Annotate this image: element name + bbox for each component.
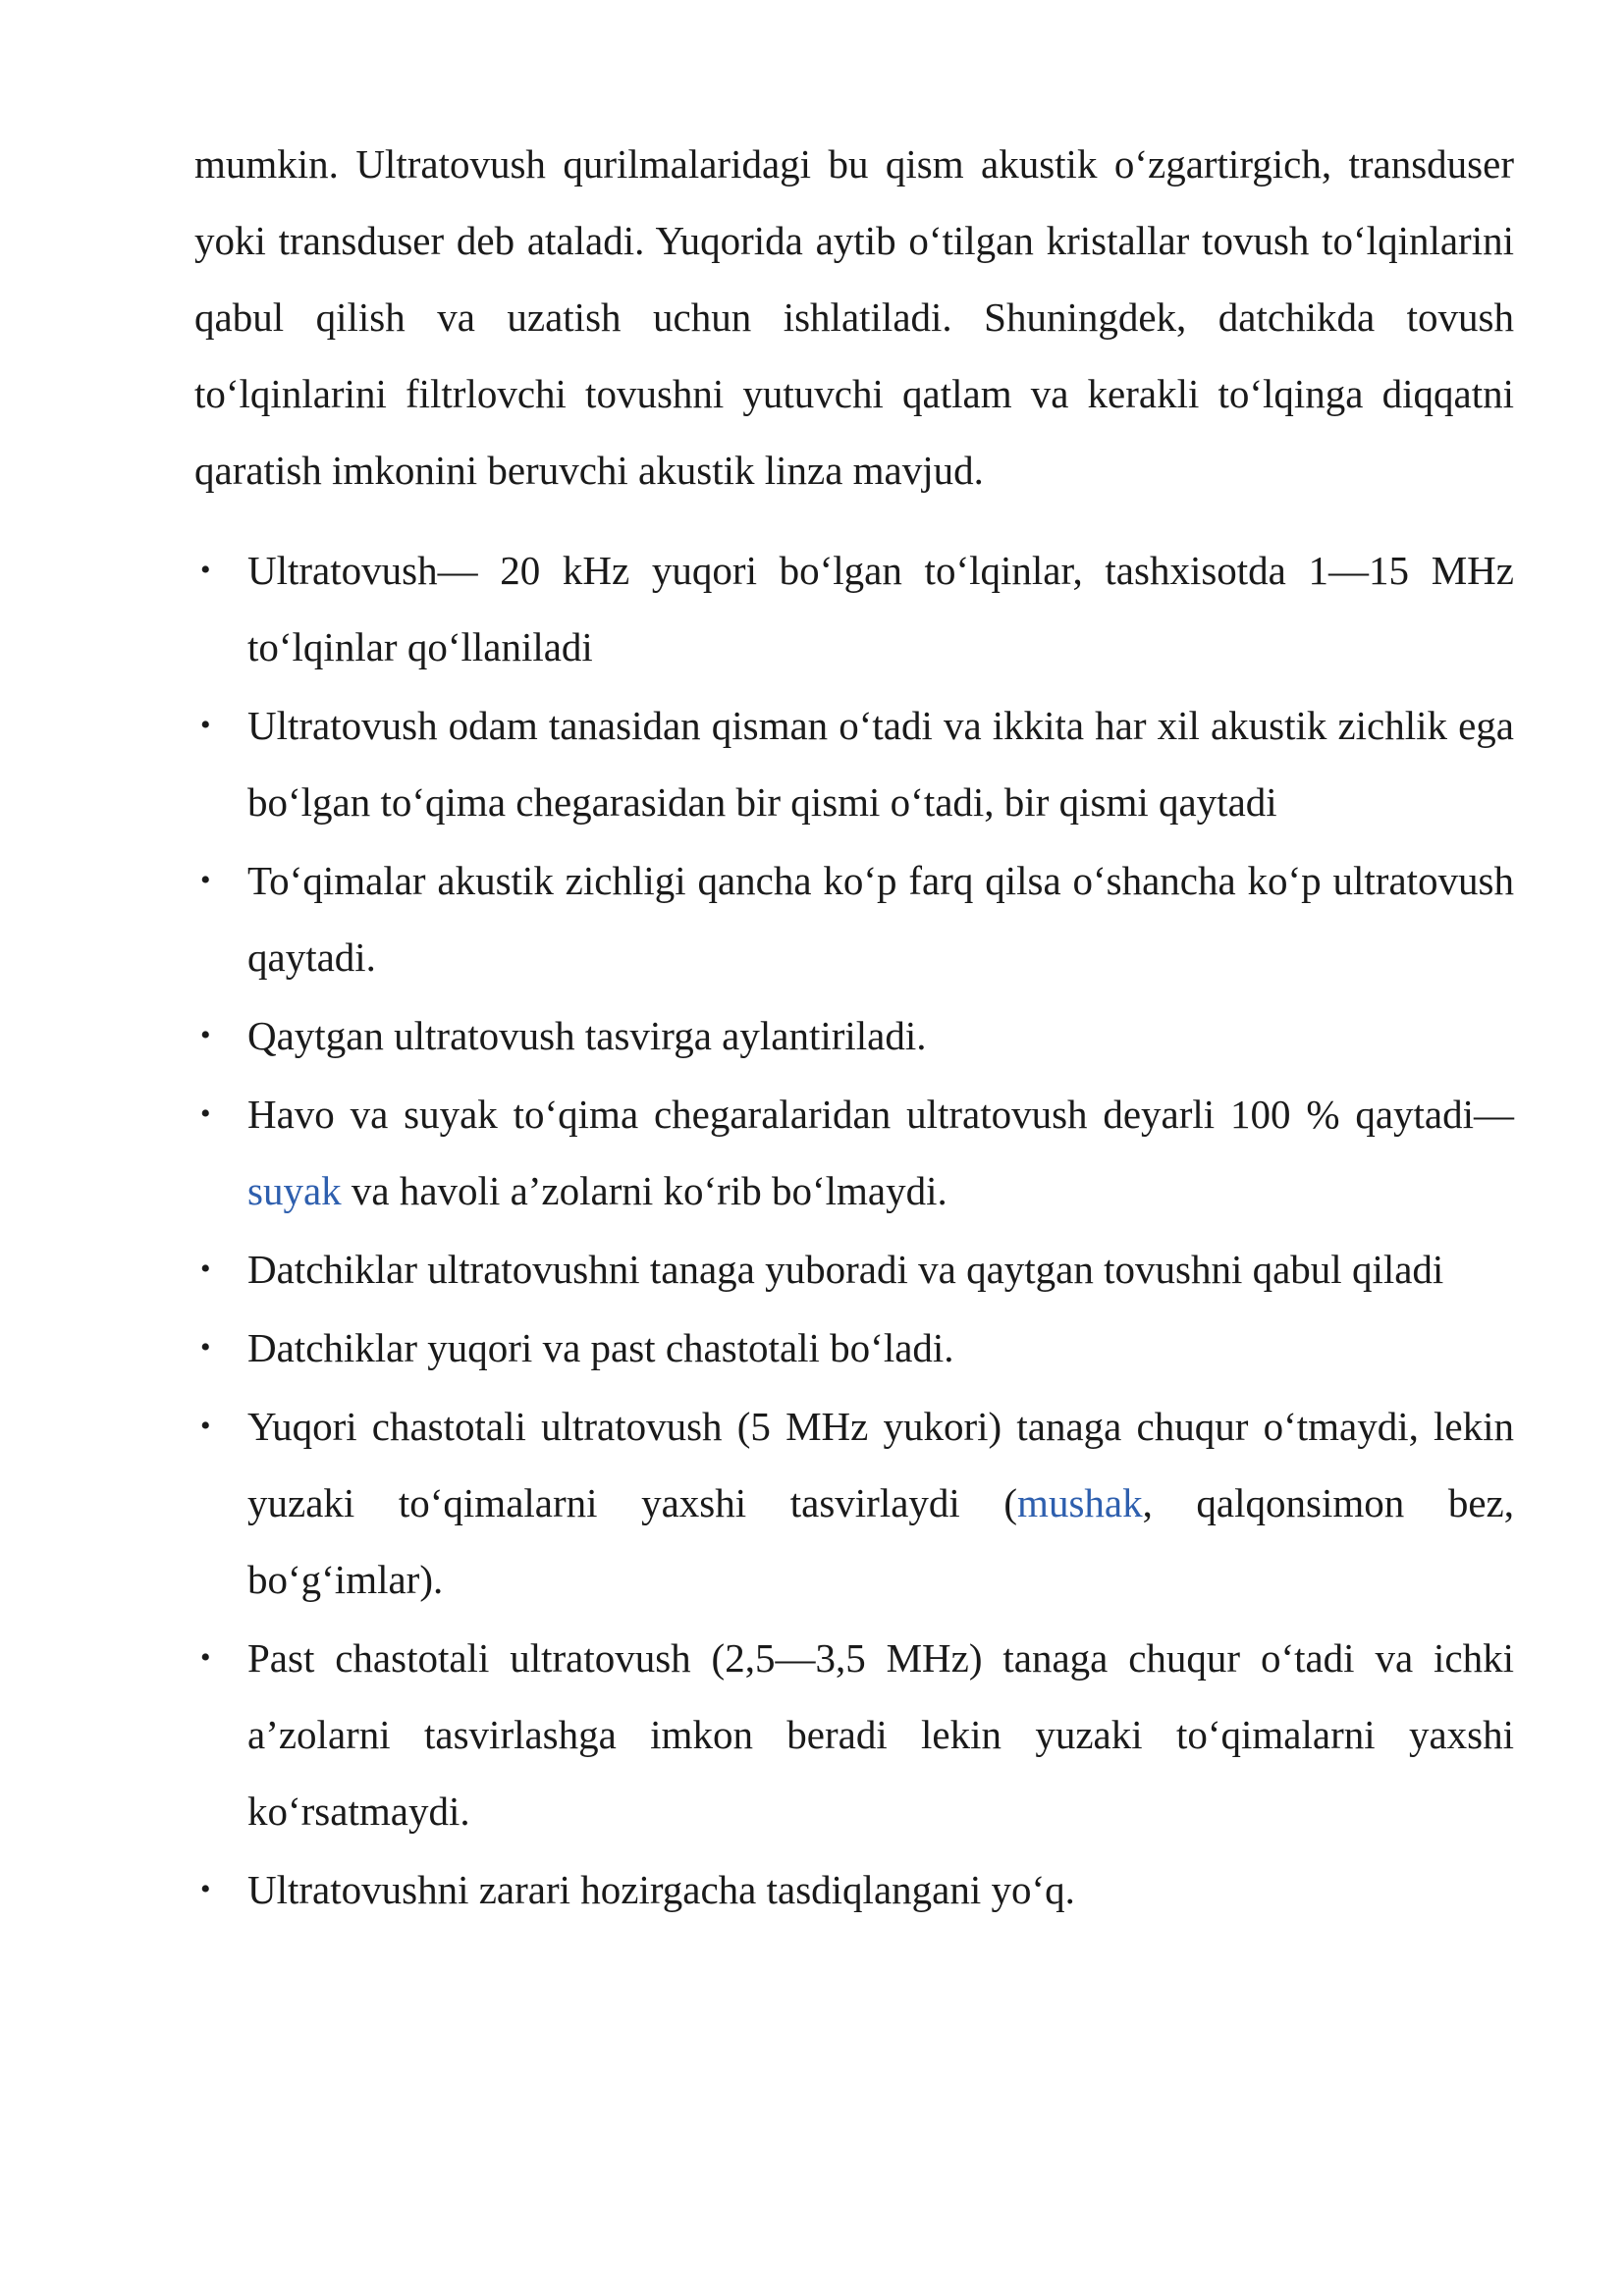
link-suyak[interactable]: suyak: [247, 1168, 342, 1213]
list-item-text: Datchiklar ultratovushni tanaga yuboradi va qaytgan tovushni qabul qiladi: [247, 1247, 1444, 1292]
list-item-text: To‘qimalar akustik zichligi qancha ko‘p farq qilsa o‘shancha ko‘p ultratovush qaytadi.: [247, 858, 1514, 980]
list-item-text-after: va havoli a’zolarni ko‘rib bo‘lmaydi.: [341, 1168, 947, 1213]
list-item-text: Ultratovushni zarari hozirgacha tasdiqlangani yo‘q.: [247, 1867, 1075, 1912]
link-mushak[interactable]: mushak: [1017, 1480, 1143, 1525]
bullet-icon: •: [200, 1331, 211, 1363]
intro-paragraph: mumkin. Ultratovush qurilmalaridagi bu qism akustik o‘zgartirgich, transduser yoki transduser deb ataladi. Yuqorida aytib o‘tilgan kristallar tovush to‘lqinlarini qabul qilish va uzatish uchun ishlatiladi. Shuningdek, datchikda tovush to‘lqinlarini filtrlovchi tovushni yutuvchi qatlam va kerakli to‘lqinga diqqatni qaratish imkonini beruvchi akustik linza mavjud.: [194, 141, 1514, 493]
list-item: [194, 1309, 1514, 1386]
list-item-text: Qaytgan ultratovush tasvirga aylantiriladi.: [247, 1013, 927, 1058]
bullet-icon: •: [200, 864, 211, 896]
bullet-icon: •: [200, 1641, 211, 1674]
bullet-icon: •: [200, 1410, 211, 1442]
list-item: [194, 842, 1514, 995]
list-item: [194, 997, 1514, 1074]
list-item: [194, 1076, 1514, 1229]
bullet-list: [194, 532, 1514, 1928]
list-item: [194, 1388, 1514, 1618]
bullet-icon: •: [200, 1873, 211, 1905]
list-item-text-before: Yuqori chastotali ultratovush (5 MHz yukori) tanaga chuqur o‘tmaydi, lekin yuzaki to‘qimalarni yaxshi tasvirlaydi (: [247, 1404, 1514, 1525]
list-item: [194, 532, 1514, 685]
list-item-text-before: Havo va suyak to‘qima chegaralaridan ultratovush deyarli 100 % qaytadi—: [247, 1092, 1514, 1137]
list-item: [194, 1851, 1514, 1928]
list-item-text-after: , qalqonsimon bez, bo‘g‘imlar).: [247, 1480, 1514, 1602]
bullet-icon: •: [200, 1253, 211, 1285]
list-item-text: Datchiklar yuqori va past chastotali bo‘ladi.: [247, 1325, 954, 1370]
bullet-icon: •: [200, 1019, 211, 1051]
list-item-text: Ultratovush odam tanasidan qisman o‘tadi va ikkita har xil akustik zichlik ega bo‘lgan to‘qima chegarasidan bir qismi o‘tadi, bir qismi qaytadi: [247, 703, 1514, 825]
bullet-icon: •: [200, 1097, 211, 1130]
list-item-text: Past chastotali ultratovush (2,5—3,5 MHz) tanaga chuqur o‘tadi va ichki a’zolarni tasvirlashga imkon beradi lekin yuzaki to‘qimalarni yaxshi ko‘rsatmaydi.: [247, 1635, 1514, 1834]
list-item-text: Ultratovush— 20 kHz yuqori bo‘lgan to‘lqinlar, tashxisotda 1—15 MHz to‘lqinlar qo‘llaniladi: [247, 548, 1514, 669]
list-item: [194, 1620, 1514, 1849]
bullet-icon: •: [200, 554, 211, 586]
list-item: [194, 1231, 1514, 1308]
document-page: [194, 126, 1514, 1930]
list-item: [194, 687, 1514, 840]
bullet-icon: •: [200, 709, 211, 741]
